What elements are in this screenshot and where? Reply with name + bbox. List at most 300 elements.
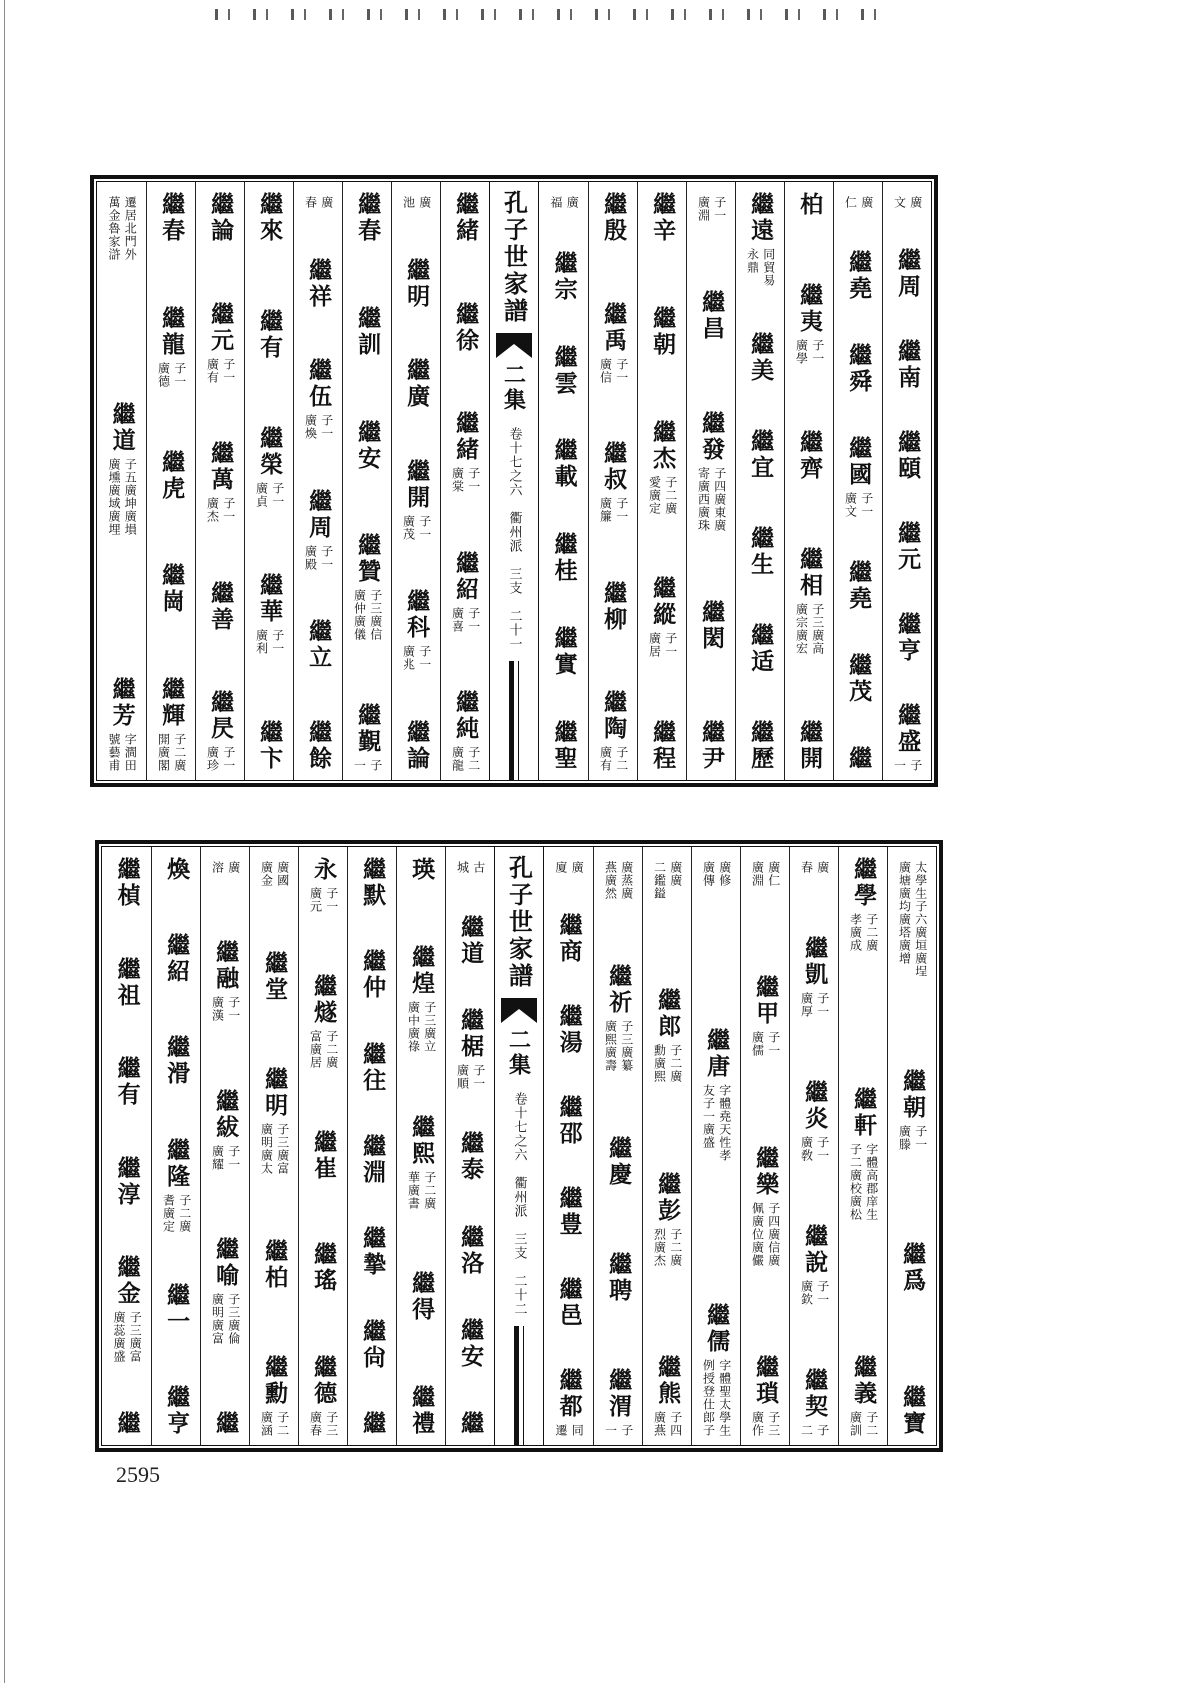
annotation-right-line: 子三廣高 bbox=[810, 603, 825, 655]
name-text: 繼柏 bbox=[261, 1239, 289, 1291]
name-text: 繼論 bbox=[403, 719, 431, 772]
annotation bbox=[455, 1064, 484, 1090]
annotation-right-line: 子二廣 bbox=[177, 1193, 192, 1233]
entry-column bbox=[637, 182, 686, 780]
genealogy-entry bbox=[698, 599, 726, 652]
annotation-left-line: 廣滕 bbox=[897, 1125, 912, 1151]
name-text: 繼南 bbox=[894, 339, 922, 391]
name-text: 繼昌 bbox=[698, 290, 726, 343]
annotation-right-line: 子二廣 bbox=[668, 1227, 683, 1267]
annotation-left-line: 廣熙廣壽 bbox=[603, 1020, 618, 1072]
genealogy-entry bbox=[845, 559, 873, 612]
annotation bbox=[701, 1359, 730, 1437]
annotation-left-line: 廣明廣富 bbox=[210, 1292, 225, 1345]
center-band bbox=[494, 847, 544, 1445]
annotation bbox=[554, 1424, 583, 1437]
annotation-left-line: 廣棠 bbox=[450, 467, 465, 493]
annotation-left-line: 友子一廣盛 bbox=[701, 1084, 716, 1149]
annotation bbox=[794, 603, 823, 655]
name-text: 繼熊 bbox=[654, 1354, 682, 1407]
annotation bbox=[308, 1411, 337, 1437]
annotation bbox=[892, 759, 921, 772]
genealogy-entry bbox=[452, 301, 480, 354]
annotation-left-line: 溶 bbox=[210, 861, 225, 874]
name-text: 繼開 bbox=[796, 720, 824, 772]
annotation-right-line: 子一 bbox=[815, 1280, 830, 1306]
genealogy-entry bbox=[647, 576, 676, 658]
name-text: 繼紹 bbox=[452, 550, 480, 603]
genealogy-entry bbox=[894, 612, 922, 664]
entry-column bbox=[146, 182, 195, 780]
annotation bbox=[652, 1228, 681, 1267]
name-text: 繼煌 bbox=[408, 944, 436, 997]
name-text: 繼渭 bbox=[605, 1368, 633, 1420]
genealogy-entry bbox=[107, 402, 136, 536]
annotation-right-line: 子三 bbox=[766, 1410, 781, 1437]
annotation bbox=[303, 545, 332, 571]
annotation-right-line: 子一 bbox=[226, 996, 241, 1023]
annotation-left-line: 廣喜 bbox=[450, 606, 465, 633]
annotation-left-line: 廣龍 bbox=[450, 746, 465, 772]
genealogy-entry bbox=[750, 1355, 779, 1437]
name-text: 繼 bbox=[845, 745, 873, 772]
genealogy-entry bbox=[555, 1095, 583, 1147]
entry-column bbox=[691, 847, 740, 1445]
name-text: 繼道 bbox=[457, 915, 485, 968]
annotation-left-line: 遷 bbox=[554, 1424, 568, 1437]
annotation-right-line: 子一 bbox=[815, 992, 830, 1018]
genealogy-entry bbox=[554, 1368, 583, 1437]
genealogy-entry bbox=[205, 690, 234, 772]
name-text: 繼祥 bbox=[305, 257, 333, 310]
name-text: 繼周 bbox=[305, 488, 333, 541]
name-text: 繼舜 bbox=[845, 343, 873, 396]
genealogy-entry bbox=[794, 283, 823, 365]
entry-column bbox=[293, 182, 342, 780]
annotation-left-line: 一 bbox=[352, 759, 367, 772]
annotation-right-line: 子一 bbox=[466, 467, 481, 493]
name-text: 繼虎 bbox=[158, 449, 186, 502]
annotation bbox=[652, 1411, 681, 1437]
genealogy-entry bbox=[254, 426, 283, 508]
genealogy-entry bbox=[310, 1242, 338, 1295]
name-text: 繼相 bbox=[796, 547, 824, 599]
name-text: 繼閎 bbox=[698, 599, 726, 652]
annotation bbox=[205, 497, 234, 523]
annotation-left-line: 燕廣然 bbox=[603, 861, 618, 900]
name-text: 繼彭 bbox=[654, 1171, 682, 1224]
name-text: 繼淳 bbox=[113, 1155, 141, 1208]
annotation bbox=[254, 482, 283, 508]
annotation bbox=[647, 632, 676, 658]
annotation bbox=[308, 887, 337, 913]
annotation-right-line: 廣 bbox=[565, 196, 580, 209]
name-text: 繼朝 bbox=[899, 1069, 927, 1121]
genealogy-entry bbox=[254, 573, 283, 655]
annotation-right-line: 廣 bbox=[226, 861, 241, 874]
genealogy-entry bbox=[750, 975, 779, 1057]
name-text: 繼杰 bbox=[649, 419, 677, 472]
annotation bbox=[750, 861, 779, 887]
annotation-right-line: 子二 bbox=[864, 1411, 879, 1437]
name-text: 繼生 bbox=[747, 526, 775, 578]
entry-column bbox=[544, 847, 593, 1445]
annotation bbox=[352, 589, 381, 641]
name-text: 繼崗 bbox=[158, 563, 186, 616]
genealogy-entry bbox=[799, 1080, 828, 1162]
genealogy-entry bbox=[603, 1368, 632, 1437]
annotation-right-line: 子二廣 bbox=[663, 475, 678, 515]
name-text: 繼仲 bbox=[359, 949, 387, 1002]
name-text: 繼萬 bbox=[207, 441, 235, 493]
annotation-right-line: 子三廣富 bbox=[275, 1123, 290, 1175]
annotation bbox=[450, 467, 479, 493]
annotation-right-line: 子三廣倫 bbox=[226, 1292, 241, 1345]
annotation-right-line: 子一 bbox=[663, 632, 678, 659]
genealogy-entry bbox=[747, 526, 775, 578]
genealogy-entry bbox=[555, 913, 583, 965]
name-text: 繼齊 bbox=[796, 430, 824, 482]
annotation-left-line: 廣簾 bbox=[598, 497, 613, 523]
annotation-left-line: 富廣居 bbox=[308, 1029, 323, 1069]
name-text: 繼爲 bbox=[899, 1242, 927, 1294]
annotation-left-line: 孝廣成 bbox=[848, 913, 863, 952]
name-text: 繼柳 bbox=[600, 580, 628, 633]
name-text: 繼亨 bbox=[163, 1384, 191, 1437]
genealogy-entry bbox=[308, 1355, 337, 1437]
annotation bbox=[647, 476, 676, 515]
name-text: 繼雲 bbox=[550, 344, 578, 397]
name-text: 繼春 bbox=[354, 192, 382, 244]
annotation-right-line: 子一 bbox=[466, 606, 481, 633]
genealogy-entry bbox=[113, 1410, 141, 1437]
annotation-left-line: 二 bbox=[799, 1424, 814, 1437]
genealogy-entry bbox=[845, 745, 873, 772]
genealogy-entry bbox=[899, 1385, 927, 1437]
genealogy-entry bbox=[158, 563, 186, 616]
annotation bbox=[401, 515, 430, 541]
annotation-left-line: 廣傳 bbox=[701, 861, 716, 887]
genealogy-entry bbox=[403, 257, 431, 310]
name-text: 繼道 bbox=[108, 402, 136, 454]
name-text: 繼朝 bbox=[649, 305, 677, 358]
annotation bbox=[603, 861, 632, 900]
name-text: 繼頤 bbox=[894, 430, 922, 482]
entry-column bbox=[882, 182, 931, 780]
juan-label: 卷十七之六 bbox=[506, 427, 522, 497]
genealogy-entry bbox=[843, 192, 872, 209]
name-text: 繼開 bbox=[403, 458, 431, 511]
annotation bbox=[799, 992, 828, 1018]
annotation bbox=[701, 861, 730, 887]
genealogy-entry bbox=[747, 429, 775, 481]
annotation-left-line: 廈 bbox=[554, 861, 568, 874]
genealogy-entry bbox=[210, 940, 239, 1022]
genealogy-entry bbox=[696, 192, 725, 222]
entry-column bbox=[391, 182, 440, 780]
annotation-left-line: 廣漢 bbox=[210, 996, 225, 1023]
name-text: 繼契 bbox=[801, 1368, 829, 1420]
annotation-left-line: 永鼎 bbox=[745, 248, 760, 274]
name-text: 繼程 bbox=[649, 720, 677, 772]
name-text: 繼邵 bbox=[555, 1095, 583, 1147]
genealogy-panel-bottom bbox=[95, 840, 943, 1452]
annotation-right-line: 字體高郡庠生 bbox=[864, 1142, 879, 1221]
genealogy-entry bbox=[359, 1410, 387, 1437]
genealogy-entry bbox=[701, 1028, 730, 1162]
annotation-right-line: 子一 bbox=[913, 1125, 928, 1151]
genealogy-entry bbox=[796, 192, 824, 218]
genealogy-entry bbox=[894, 248, 922, 300]
genealogy-entry bbox=[452, 192, 480, 244]
annotation-left-line: 廣兆 bbox=[401, 645, 416, 672]
annotation bbox=[603, 1424, 632, 1437]
name-text: 繼聘 bbox=[605, 1252, 633, 1304]
entry-column bbox=[740, 847, 789, 1445]
annotation-left-line: 愛廣定 bbox=[647, 475, 662, 515]
annotation-right-line: 子一 bbox=[172, 361, 187, 388]
annotation bbox=[598, 746, 627, 772]
name-text: 繼廣 bbox=[403, 358, 431, 411]
annotation bbox=[750, 1031, 779, 1057]
annotation-left-line: 廣杰 bbox=[205, 497, 220, 523]
genealogy-entry bbox=[207, 580, 235, 633]
name-text: 繼紹 bbox=[163, 933, 191, 986]
genealogy-entry bbox=[652, 1172, 681, 1267]
annotation-right-line: 子一 bbox=[270, 482, 285, 508]
leaf-number: 二十一 bbox=[506, 609, 522, 651]
book-title: 孔子世家譜 bbox=[499, 190, 529, 325]
annotation-right-line: 子二 bbox=[466, 746, 481, 772]
annotation-right-line: 子四 bbox=[668, 1410, 683, 1437]
entry-column bbox=[200, 847, 249, 1445]
annotation-left-line: 廣敎 bbox=[799, 1136, 814, 1162]
annotation-right-line: 子三廣富 bbox=[128, 1311, 143, 1364]
annotation-left-line: 廣壎廣域廣埋 bbox=[107, 458, 121, 536]
genealogy-entry bbox=[845, 250, 873, 303]
annotation bbox=[652, 861, 681, 900]
name-text: 繼亨 bbox=[894, 612, 922, 664]
scan-artifact bbox=[215, 9, 880, 20]
genealogy-entry bbox=[359, 1041, 387, 1094]
name-text: 繼金 bbox=[113, 1255, 141, 1308]
name-text: 繼卞 bbox=[256, 720, 284, 772]
genealogy-entry bbox=[156, 306, 185, 388]
genealogy-entry bbox=[600, 192, 628, 244]
entry-column bbox=[298, 847, 347, 1445]
center-bar bbox=[495, 1326, 543, 1445]
panel-frame bbox=[96, 181, 932, 781]
annotation-left-line: 廣德 bbox=[156, 361, 171, 388]
genealogy-entry bbox=[747, 623, 775, 675]
annotation bbox=[352, 759, 381, 772]
annotation-right-line: 子 bbox=[368, 759, 383, 772]
name-text: 繼唐 bbox=[703, 1028, 731, 1080]
annotation-right-line: 子二廣 bbox=[668, 1044, 683, 1084]
annotation bbox=[843, 196, 872, 209]
sub-branch-label: 三支 bbox=[511, 1232, 527, 1260]
annotation bbox=[210, 1293, 239, 1345]
genealogy-entry bbox=[701, 1303, 730, 1437]
genealogy-entry bbox=[605, 1252, 633, 1304]
genealogy-entry bbox=[359, 1133, 387, 1186]
genealogy-entry bbox=[698, 720, 726, 772]
genealogy-entry bbox=[305, 257, 333, 310]
genealogy-entry bbox=[794, 547, 823, 655]
name-text: 繼科 bbox=[403, 589, 431, 642]
annotation bbox=[848, 913, 877, 952]
annotation bbox=[750, 1411, 779, 1437]
annotation-right-line: 廣 bbox=[908, 196, 923, 209]
annotation-left-line: 廣欽 bbox=[799, 1280, 814, 1306]
annotation-left-line: 廣有 bbox=[205, 357, 220, 384]
annotation bbox=[406, 1001, 435, 1053]
annotation-right-line: 廣國 bbox=[275, 861, 290, 887]
annotation bbox=[205, 358, 234, 384]
annotation bbox=[205, 746, 234, 772]
annotation-left-line: 華廣書 bbox=[406, 1170, 421, 1210]
genealogy-entry bbox=[354, 192, 382, 244]
genealogy-entry bbox=[799, 936, 828, 1018]
genealogy-entry bbox=[892, 703, 921, 772]
annotation-right-line: 子三廣信 bbox=[368, 589, 383, 642]
annotation-left-line: 萬金魯家滸 bbox=[107, 196, 121, 261]
name-text: 繼歷 bbox=[747, 720, 775, 772]
annotation bbox=[107, 458, 136, 536]
annotation bbox=[259, 861, 288, 887]
genealogy-entry bbox=[550, 719, 578, 772]
annotation bbox=[799, 861, 828, 874]
annotation-left-line: 廣耀 bbox=[210, 1144, 225, 1171]
name-text: 繼說 bbox=[801, 1224, 829, 1276]
genealogy-entry bbox=[205, 302, 234, 384]
annotation-right-line: 廣仁 bbox=[766, 861, 781, 887]
annotation bbox=[455, 861, 484, 874]
genealogy-entry bbox=[701, 857, 730, 887]
entry-column bbox=[347, 847, 396, 1445]
annotation-right-line: 子二 bbox=[275, 1411, 290, 1437]
genealogy-entry bbox=[256, 720, 284, 772]
annotation-right-line: 廣 bbox=[859, 196, 874, 209]
annotation-right-line: 子二廣 bbox=[422, 1170, 437, 1210]
genealogy-entry bbox=[649, 720, 677, 772]
right-half bbox=[544, 847, 936, 1445]
name-text: 繼凱 bbox=[801, 936, 829, 988]
name-text: 繼徐 bbox=[452, 301, 480, 354]
name-text: 繼禮 bbox=[408, 1385, 436, 1437]
annotation-left-line: 二鑑鎰 bbox=[652, 861, 667, 900]
annotation-left-line: 仁 bbox=[843, 196, 858, 209]
annotation bbox=[210, 1145, 239, 1171]
annotation-left-line: 廣殿 bbox=[303, 544, 318, 571]
annotation-left-line: 池 bbox=[401, 196, 416, 209]
annotation-left-line: 春 bbox=[799, 861, 814, 874]
name-text: 繼茂 bbox=[845, 652, 873, 705]
name-text: 繼論 bbox=[207, 192, 235, 244]
genealogy-entry bbox=[745, 192, 774, 287]
genealogy-entry bbox=[256, 192, 284, 244]
genealogy-entry bbox=[401, 459, 430, 541]
fish-tail-mark bbox=[494, 333, 534, 359]
name-text: 繼元 bbox=[207, 301, 235, 354]
genealogy-entry bbox=[652, 988, 681, 1083]
name-text: 繼祈 bbox=[605, 964, 633, 1016]
name-text: 永 bbox=[310, 857, 338, 883]
name-text: 煥 bbox=[163, 857, 191, 883]
genealogy-entry bbox=[408, 1385, 436, 1437]
genealogy-entry bbox=[603, 857, 632, 900]
entry-column bbox=[249, 847, 298, 1445]
genealogy-entry bbox=[303, 358, 332, 440]
annotation-right-line: 子二廣 bbox=[864, 913, 879, 952]
name-text: 繼淵 bbox=[359, 1133, 387, 1186]
name-text: 繼贊 bbox=[354, 533, 382, 586]
name-text: 繼遠 bbox=[747, 192, 775, 244]
annotation-right-line: 子二廣 bbox=[172, 733, 187, 772]
genealogy-entry bbox=[305, 619, 333, 672]
annotation-right-line: 子一 bbox=[324, 887, 339, 913]
annotation-left-line: 城 bbox=[455, 861, 470, 874]
annotation-left-line: 廣作 bbox=[750, 1410, 765, 1437]
entry-column bbox=[833, 182, 882, 780]
annotation bbox=[401, 196, 430, 209]
fish-tail-mark bbox=[499, 998, 539, 1024]
annotation-left-line: 一 bbox=[603, 1424, 618, 1437]
entry-column bbox=[838, 847, 887, 1445]
name-text: 繼堂 bbox=[261, 951, 289, 1003]
name-text: 繼适 bbox=[747, 623, 775, 675]
genealogy-entry bbox=[750, 1146, 779, 1267]
name-text: 繼甲 bbox=[752, 975, 780, 1028]
genealogy-entry bbox=[163, 857, 191, 883]
annotation-right-line: 廣修 bbox=[717, 861, 732, 887]
annotation-right-line: 子一 bbox=[270, 629, 285, 655]
left-half bbox=[97, 182, 489, 780]
name-text: 繼都 bbox=[555, 1368, 583, 1420]
annotation-right-line: 子 bbox=[619, 1424, 634, 1437]
annotation bbox=[254, 629, 283, 655]
genealogy-entry bbox=[450, 411, 479, 493]
annotation bbox=[892, 196, 921, 209]
entry-column bbox=[244, 182, 293, 780]
name-text: 繼滑 bbox=[163, 1035, 191, 1088]
genealogy-entry bbox=[457, 1410, 485, 1437]
genealogy-entry bbox=[649, 192, 677, 244]
annotation-right-line: 子一 bbox=[810, 339, 825, 365]
name-text: 繼椐 bbox=[457, 1008, 485, 1061]
name-text: 繼純 bbox=[452, 690, 480, 742]
annotation-left-line: 廣順 bbox=[455, 1064, 470, 1091]
genealogy-entry bbox=[897, 1069, 926, 1151]
name-text: 繼辛 bbox=[649, 192, 677, 244]
genealogy-entry bbox=[359, 949, 387, 1002]
annotation bbox=[156, 733, 185, 772]
right-half bbox=[539, 182, 931, 780]
annotation-left-line: 廣春 bbox=[308, 1411, 323, 1437]
genealogy-entry bbox=[796, 430, 824, 482]
name-text: 繼桂 bbox=[550, 532, 578, 585]
annotation-right-line: 子四廣信廣 bbox=[766, 1201, 781, 1267]
genealogy-entry bbox=[894, 430, 922, 482]
genealogy-entry bbox=[158, 192, 186, 244]
annotation bbox=[701, 1084, 730, 1162]
annotation-right-line: 子一 bbox=[319, 544, 334, 571]
name-text: 繼隆 bbox=[163, 1137, 191, 1190]
name-text: 繼默 bbox=[359, 857, 387, 909]
genealogy-entry bbox=[406, 1115, 435, 1210]
name-text: 繼商 bbox=[555, 913, 583, 965]
name-text: 繼善 bbox=[207, 580, 235, 633]
